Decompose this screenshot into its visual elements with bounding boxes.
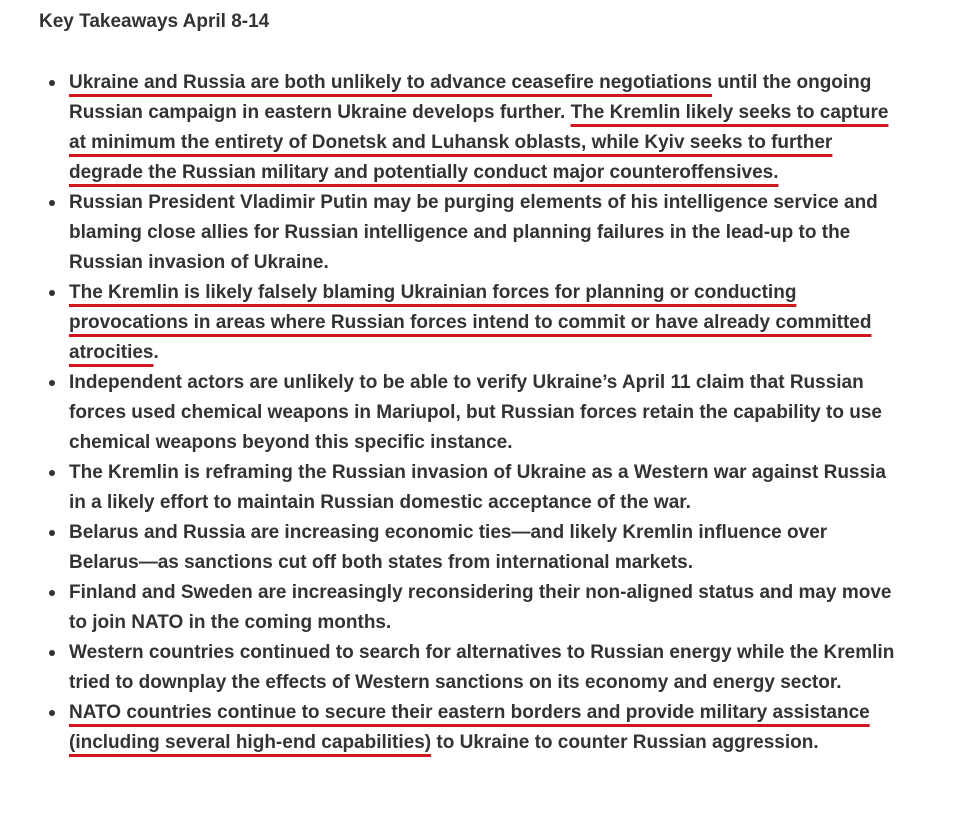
item-text: until the ongoing Russian campaign in eastern Ukraine develops further. [69, 72, 872, 123]
bullet-icon [49, 80, 55, 86]
list-item [0, 458, 899, 518]
list-item [0, 518, 899, 578]
bullet-icon [49, 530, 55, 536]
takeaways-list [0, 68, 968, 758]
highlighted-text: The Kremlin likely seeks to capture at minimum the entirety of Donetsk and Luhansk oblasts, while Kyiv seeks to further degrade the Russian military and potentially conduct major counteroffensives. [69, 102, 889, 183]
highlighted-text: Ukraine and Russia are both unlikely to advance ceasefire negotiations [69, 72, 713, 93]
list-item [0, 68, 899, 188]
item-text: . [153, 342, 159, 363]
item-text: The Kremlin is reframing the Russian invasion of Ukraine as a Western war against Russia in a likely effort to maintain Russian domestic acceptance of the war. [69, 462, 886, 513]
highlighted-text: The Kremlin is likely falsely blaming Ukrainian forces for planning or conducting provocations in areas where Russian forces intend to commit or have already committed atrocities [69, 282, 872, 363]
item-text: Finland and Sweden are increasingly reconsidering their non-aligned status and may move to join NATO in the coming months. [69, 582, 892, 633]
item-text: Belarus and Russia are increasing economic ties—and likely Kremlin influence over Belarus—as sanctions cut off both states from international markets. [69, 522, 828, 573]
bullet-icon [49, 470, 55, 476]
list-item [0, 698, 899, 758]
list-item [0, 638, 899, 698]
page-title: Key Takeaways April 8-14 [39, 11, 270, 32]
item-text: Western countries continued to search for alternatives to Russian energy while the Kremlin tried to downplay the effects of Western sanctions on its economy and energy sector. [69, 642, 895, 693]
item-text: to Ukraine to counter Russian aggression. [431, 732, 819, 753]
list-item [0, 188, 899, 278]
bullet-icon [49, 590, 55, 596]
list-item [0, 278, 899, 368]
item-text: Independent actors are unlikely to be able to verify Ukraine’s April 11 claim that Russian forces used chemical weapons in Mariupol, but Russian forces retain the capability to use chemical weapons beyond this specific instance. [69, 372, 882, 453]
bullet-icon [49, 710, 55, 716]
bullet-icon [49, 200, 55, 206]
bullet-icon [49, 650, 55, 656]
list-item [0, 368, 899, 458]
item-text: Russian President Vladimir Putin may be purging elements of his intelligence service and blaming close allies for Russian intelligence and planning failures in the lead-up to the Russian invasion of Ukraine. [69, 192, 878, 273]
bullet-icon [49, 380, 55, 386]
highlighted-text: NATO countries continue to secure their eastern borders and provide military assistance (including several high-end capabilities) [69, 702, 870, 753]
list-item [0, 578, 899, 638]
bullet-icon [49, 290, 55, 296]
